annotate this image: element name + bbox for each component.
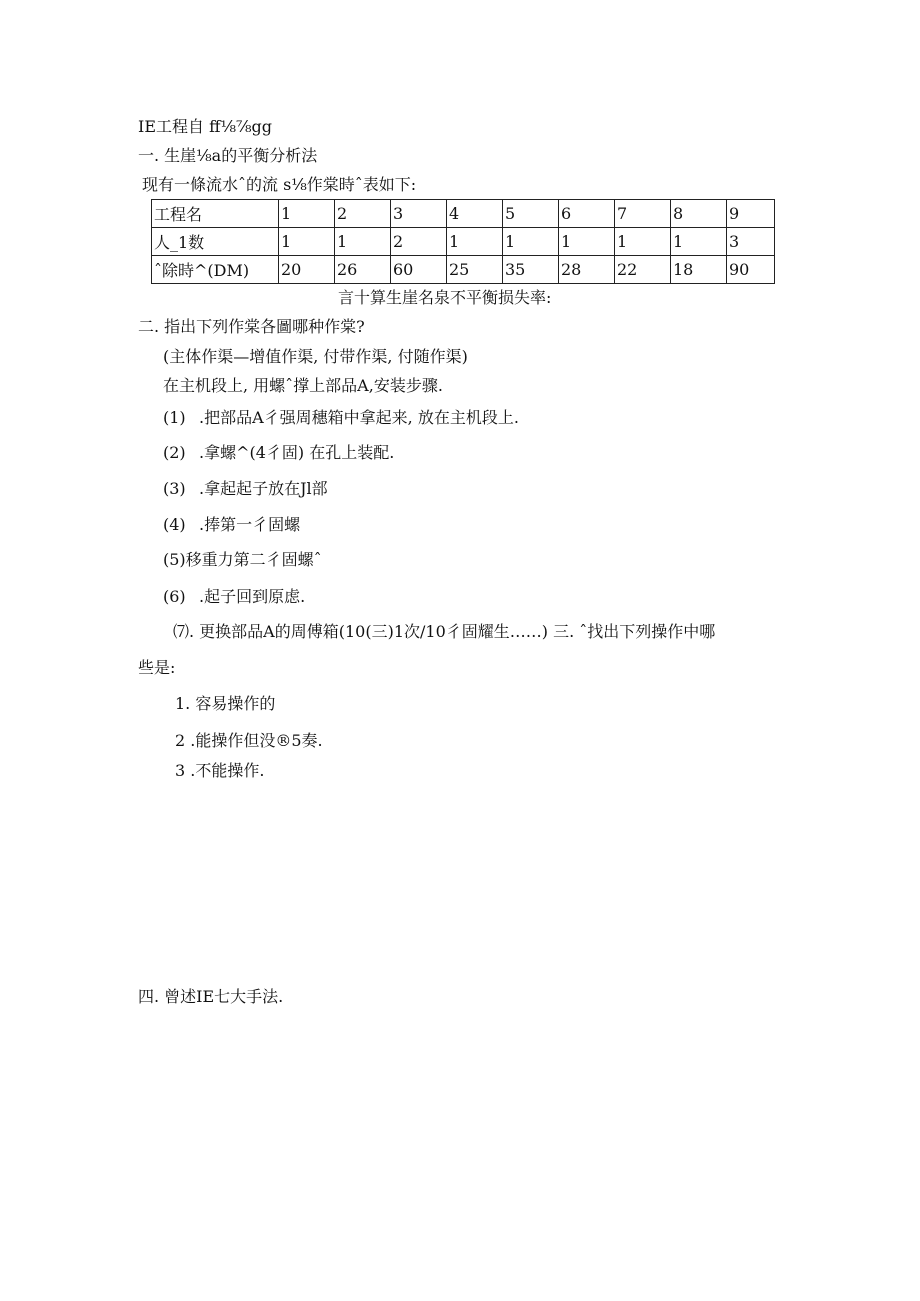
section3-item: 3 .不能操作. bbox=[175, 761, 265, 780]
document-title: IE工程自 ff⅛⅞gg bbox=[138, 117, 272, 136]
table-row bbox=[152, 256, 775, 284]
table-cell: 18 bbox=[671, 256, 727, 284]
table-cell: 7 bbox=[615, 200, 671, 228]
table-cell: 5 bbox=[503, 200, 559, 228]
table-row bbox=[152, 228, 775, 256]
table-cell: 90 bbox=[727, 256, 775, 284]
table-cell: 1 bbox=[671, 228, 727, 256]
table-cell: 1 bbox=[279, 228, 335, 256]
table-cell: 25 bbox=[447, 256, 503, 284]
section1-question: 言十算生崖名泉不平衡损失率: bbox=[338, 288, 552, 307]
table-cell: 60 bbox=[391, 256, 447, 284]
table-row-label: 工程名 bbox=[152, 200, 279, 228]
table-cell: 4 bbox=[447, 200, 503, 228]
step-text: .起子回到原虑. bbox=[199, 587, 306, 606]
step-text: (5)移重力第二彳固螺ˆ bbox=[163, 550, 322, 569]
step-text: .拿螺^(4彳固) 在孔上装配. bbox=[199, 443, 395, 462]
section4-heading: 四. 曾述IE七大手法. bbox=[138, 987, 284, 1006]
section2-heading: 二. 指出下列作棠各圖哪种作棠? bbox=[138, 317, 365, 336]
section2-context: 在主机段上, 用螺ˆ撑上部品A,安装步骤. bbox=[163, 376, 443, 395]
step-number: (3) bbox=[163, 479, 186, 498]
section2-note: (主体作渠—增值作渠, 付带作渠, 付随作渠) bbox=[163, 347, 468, 366]
section1-intro: 现有一條流水ˆ的流 s⅛作棠時ˆ表如下: bbox=[142, 175, 417, 194]
table-cell: 3 bbox=[727, 228, 775, 256]
step-number: (1) bbox=[163, 408, 186, 427]
table-cell: 28 bbox=[559, 256, 615, 284]
table-cell: 2 bbox=[391, 228, 447, 256]
step-number: (6) bbox=[163, 587, 186, 606]
table-row-label: ˆ除時^(DM) bbox=[152, 256, 279, 284]
table-cell: 6 bbox=[559, 200, 615, 228]
step-number: (4) bbox=[163, 515, 186, 534]
table-cell: 22 bbox=[615, 256, 671, 284]
table-cell: 1 bbox=[615, 228, 671, 256]
step-text: .拿起起子放在Jl部 bbox=[199, 479, 328, 498]
table-cell: 1 bbox=[279, 200, 335, 228]
table-cell: 35 bbox=[503, 256, 559, 284]
table-cell: 2 bbox=[335, 200, 391, 228]
table-cell: 20 bbox=[279, 256, 335, 284]
section3-item: 2 .能操作但没®5奏. bbox=[175, 731, 323, 750]
table-cell: 8 bbox=[671, 200, 727, 228]
table-row bbox=[152, 200, 775, 228]
step-text: .把部品A彳强周穗箱中拿起来, 放在主机段上. bbox=[199, 408, 519, 427]
step-text: .捧第一彳固螺 bbox=[199, 515, 301, 534]
work-time-table bbox=[151, 199, 775, 284]
step-7-continuation: 些是: bbox=[138, 658, 176, 677]
table-cell: 9 bbox=[727, 200, 775, 228]
table-cell: 1 bbox=[335, 228, 391, 256]
section3-item: 1. 容易操作的 bbox=[175, 694, 276, 713]
section1-heading: 一. 生崖⅛a的平衡分析法 bbox=[138, 146, 318, 165]
step-7-text: ⑺. 更换部品A的周傅箱(10(三)1次/10彳固耀生……) 三. ˆ找出下列操作中哪 bbox=[173, 622, 716, 641]
table-row-label: 人_1数 bbox=[152, 228, 279, 256]
table-cell: 1 bbox=[559, 228, 615, 256]
table-cell: 1 bbox=[503, 228, 559, 256]
table-cell: 1 bbox=[447, 228, 503, 256]
step-number: (2) bbox=[163, 443, 186, 462]
table-cell: 26 bbox=[335, 256, 391, 284]
table-cell: 3 bbox=[391, 200, 447, 228]
